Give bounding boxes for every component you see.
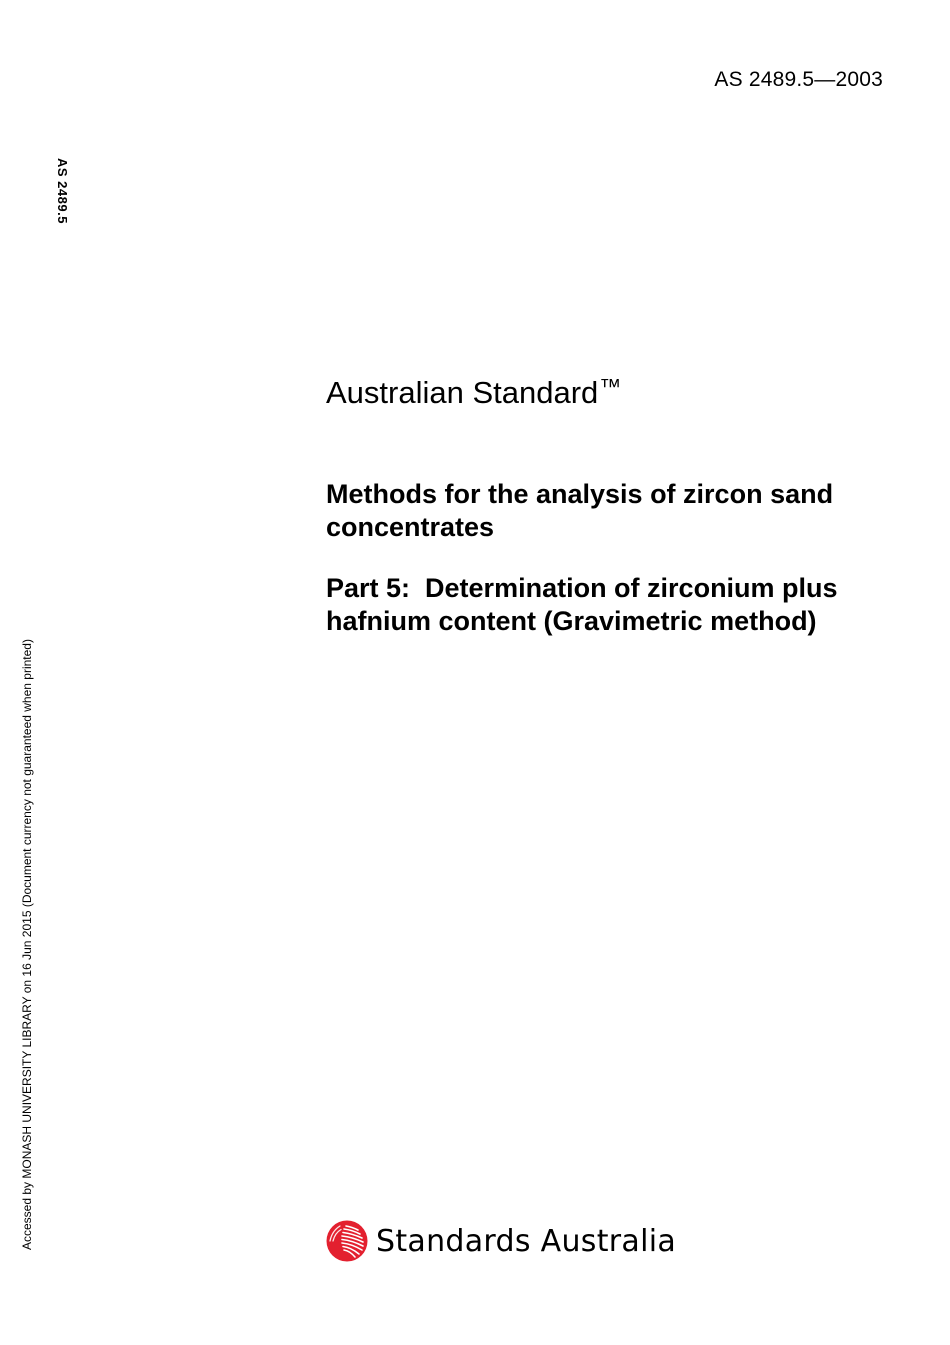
publisher-name: Standards Australia <box>376 1223 677 1259</box>
standards-australia-logo-icon <box>326 1220 368 1262</box>
document-title: Methods for the analysis of zircon sand concentrates <box>326 479 834 542</box>
document-part-title: Part 5: Determination of zirconium plus hafnium content (Gravimetric method) <box>326 573 846 636</box>
publisher-logo <box>326 1220 676 1262</box>
title-block <box>326 478 906 638</box>
standard-label-text: Australian Standard <box>326 375 599 410</box>
access-note: Accessed by MONASH UNIVERSITY LIBRARY on 16 Jun 2015 (Document currency not guaranteed when printed) <box>20 639 34 1250</box>
standard-label <box>326 374 621 411</box>
spine-label: AS 2489.5 <box>55 158 70 224</box>
document-number: AS 2489.5—2003 <box>714 68 883 91</box>
trademark-symbol: ™ <box>599 374 622 399</box>
